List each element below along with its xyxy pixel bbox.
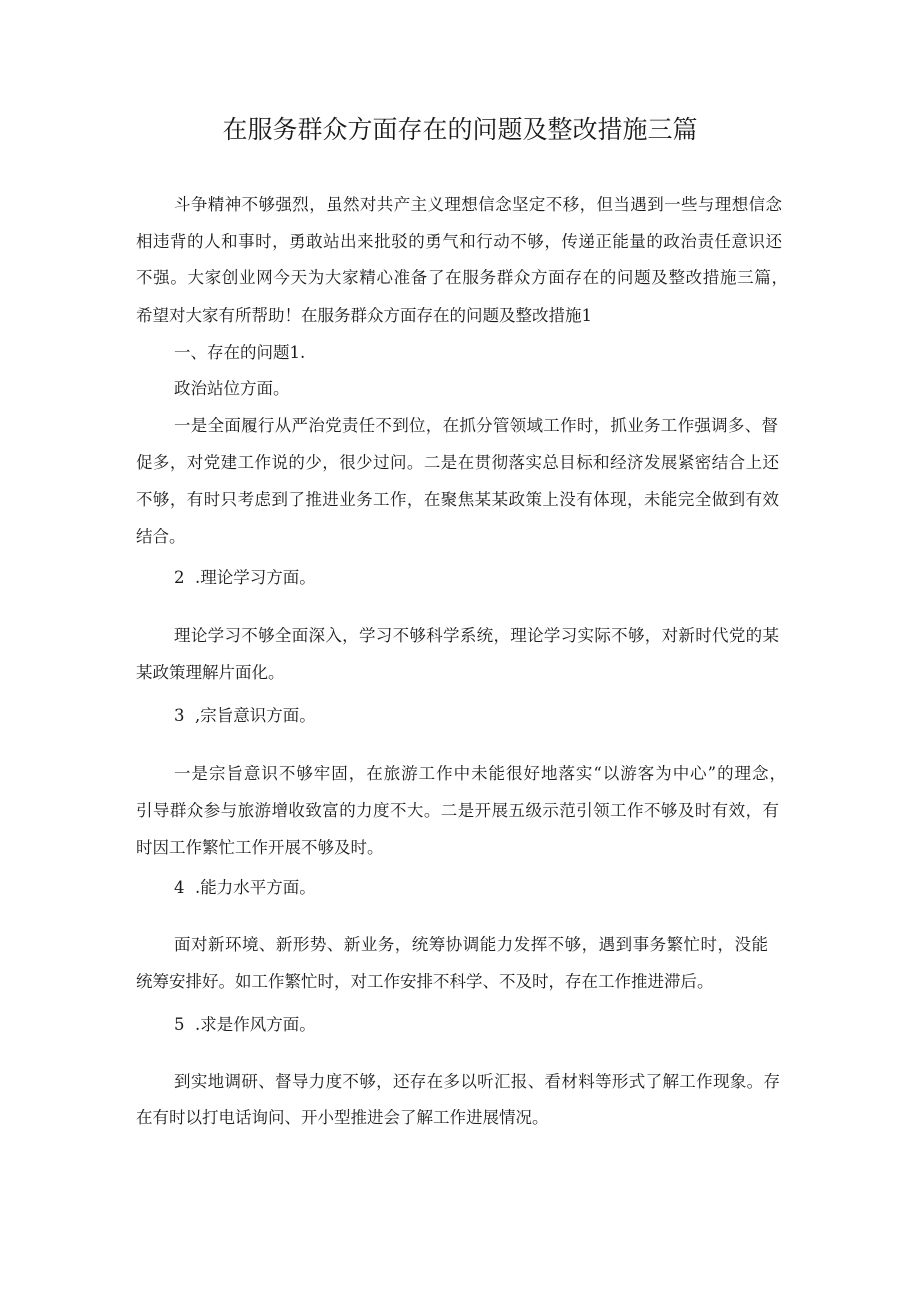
paragraph-line: 面对新环境、新形势、新业务，统筹协调能力发挥不够，遇到事务繁忙时，没能 [174, 935, 768, 954]
paragraph-line: 一是全面履行从严治党责任不到位，在抓分管领域工作时，抓业务工作强调多、督 [174, 416, 778, 435]
paragraph-line: 统筹安排好。如工作繁忙时，对工作安排不科学、不及时，存在工作推进滞后。 [136, 972, 714, 991]
paragraph-line: 促多，对党建工作说的少，很少过问。二是在贯彻落实总目标和经济发展紧密结合上还 [136, 453, 779, 472]
section-heading: 4 .能力水平方面。 [174, 878, 316, 897]
document-title: 在服务群众方面存在的问题及整改措施三篇 [222, 115, 698, 144]
section-heading: 一、存在的问题1. [174, 343, 306, 362]
paragraph-line: 不强。大家创业网今天为大家精心准备了在服务群众方面存在的问题及整改措施三篇， [136, 268, 788, 287]
section-heading: 3 ,宗旨意识方面。 [174, 706, 316, 725]
paragraph-line: 结合。 [136, 527, 186, 546]
paragraph-line: 相违背的人和事时，勇敢站出来批驳的勇气和行动不够，传递正能量的政治责任意识还 [136, 232, 782, 251]
paragraph-line: 在有时以打电话询问、开小型推进会了解工作进展情况。 [136, 1108, 549, 1127]
paragraph-line: 理论学习不够全面深入，学习不够科学系统，理论学习实际不够，对新时代党的某 [174, 626, 779, 645]
paragraph-line: 斗争精神不够强烈，虽然对共产主义理想信念坚定不移，但当遇到一些与理想信念 [174, 195, 782, 214]
section-heading: 2 .理论学习方面。 [174, 568, 316, 587]
section-heading: 5 .求是作风方面。 [174, 1015, 316, 1034]
section-heading: 政治站位方面。 [174, 379, 290, 398]
paragraph-line: 某政策理解片面化。 [136, 663, 285, 682]
paragraph-line: 不够，有时只考虑到了推进业务工作，在聚焦某某政策上没有体现，未能完全做到有效 [136, 490, 779, 509]
paragraph-line: 希望对大家有所帮助！在服务群众方面存在的问题及整改措施1 [136, 306, 592, 325]
paragraph-line: 一是宗旨意识不够牢固，在旅游工作中未能很好地落实“以游客为中心”的理念， [174, 764, 786, 783]
paragraph-line: 时因工作繁忙工作开展不够及时。 [136, 838, 384, 857]
paragraph-line: 引导群众参与旅游增收致富的力度不大。二是开展五级示范引领工作不够及时有效，有 [136, 801, 779, 820]
paragraph-line: 到实地调研、督导力度不够，还存在多以听汇报、看材料等形式了解工作现象。存 [174, 1072, 780, 1091]
